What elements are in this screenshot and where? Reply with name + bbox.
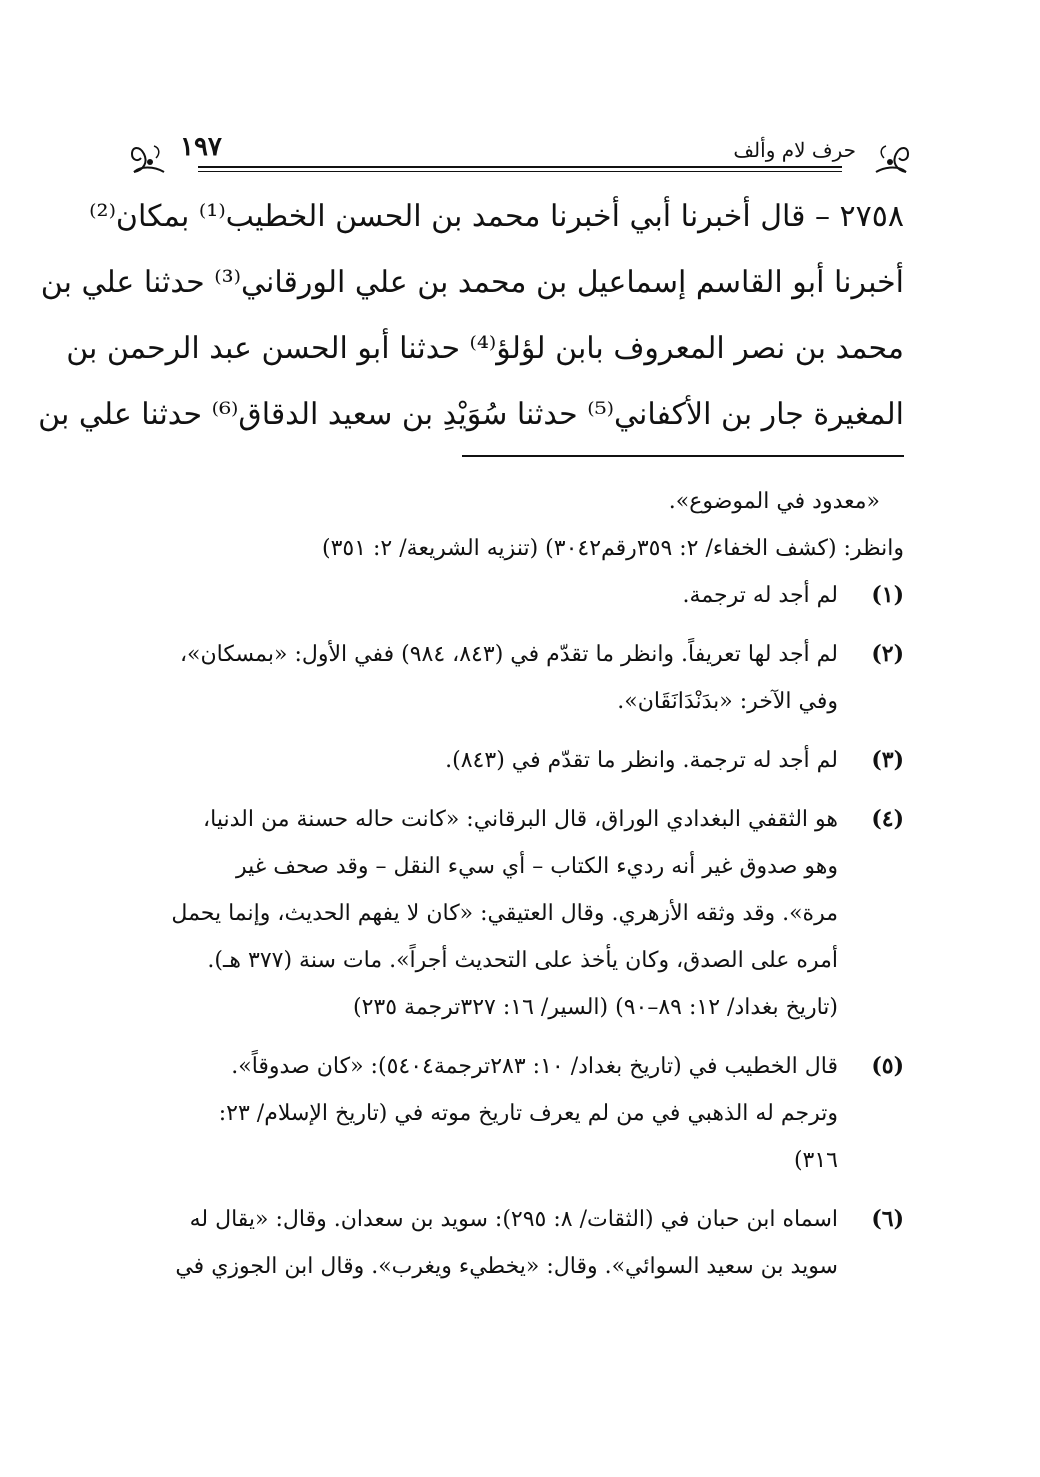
footnote-6 (132, 1196, 904, 1290)
footnote-marker: (٤) (871, 806, 904, 832)
footnote-line: اسماه ابن حبان في (الثقات/ ٨: ٢٩٥): سويد بن سعدان. وقال: «يقال له (189, 1207, 838, 1232)
footnote-divider (462, 455, 904, 457)
running-header (128, 122, 912, 178)
footnote-marker: (٦) (871, 1206, 904, 1232)
main-text-line: ٢٧٥٨ – قال أخبرنا أبي أخبرنا محمد بن الحسن الخطيب⁽¹⁾ بمكان⁽²⁾ (89, 199, 904, 234)
footnote-line: وفي الآخر: «بدَنْدَانَقَان». (617, 689, 838, 714)
footnote-4 (132, 796, 904, 1031)
footnote-line: ٣١٦) (793, 1148, 838, 1173)
footnote-marker: (٥) (871, 1053, 904, 1079)
floral-ornament-icon (128, 132, 174, 178)
footnote-continuation-line: وانظر: (كشف الخفاء/ ٢: ٣٥٩رقم٣٠٤٢) (تنزيه الشريعة/ ٢: ٣٥١) (321, 536, 904, 561)
main-text-line: محمد بن نصر المعروف بابن لؤلؤ⁽⁴⁾ حدثنا أبو الحسن عبد الرحمن بن (66, 331, 904, 366)
running-title: حرف لام وألف (733, 138, 856, 162)
footnote-marker: (٣) (871, 747, 904, 773)
header-rule-thin (198, 171, 842, 172)
footnote-line: وهو صدوق غير أنه رديء الكتاب – أي سيء النقل – وقد صحف غير (235, 854, 838, 879)
footnote-line: سويد بن سعيد السوائي». وقال: «يخطيء ويغرب». وقال ابن الجوزي في (175, 1254, 838, 1279)
footnote-line: وترجم له الذهبي في من لم يعرف تاريخ موته في (تاريخ الإسلام/ ٢٣: (218, 1101, 838, 1126)
footnote-line: مرة». وقد وثقه الأزهري. وقال العتيقي: «كان لا يفهم الحديث، وإنما يحمل (171, 901, 838, 926)
footnote-line: هو الثقفي البغدادي الوراق، قال البرقاني: «كانت حاله حسنة من الدنيا، (203, 807, 838, 832)
footnote-5 (132, 1043, 904, 1184)
footnote-marker: (٢) (871, 641, 904, 667)
footnote-line: لم أجد له ترجمة. (682, 583, 838, 608)
footnote-line: لم أجد لها تعريفاً. وانظر ما تقدّم في (٨٤٣، ٩٨٤) ففي الأول: «بمسكان»، (179, 642, 838, 667)
footnote-1 (132, 572, 904, 619)
main-text-line: المغيرة جار بن الأكفاني⁽⁵⁾ حدثنا سُوَيْدِ بن سعيد الدقاق⁽⁶⁾ حدثنا علي بن (38, 397, 904, 432)
header-rule (198, 166, 842, 168)
footnote-3 (132, 737, 904, 784)
footnote-continuation-line: «معدود في الموضوع». (668, 489, 880, 514)
page-number: ١٩٧ (180, 132, 222, 162)
main-text (38, 184, 904, 448)
floral-ornament-icon (866, 132, 912, 178)
footnote-marker: (١) (871, 582, 904, 608)
footnote-line: (تاريخ بغداد/ ١٢: ٨٩–٩٠) (السير/ ١٦: ٣٢٧ترجمة ٢٣٥) (353, 995, 838, 1020)
footnote-2 (132, 631, 904, 725)
footnotes (132, 478, 904, 1290)
main-text-line: أخبرنا أبو القاسم إسماعيل بن محمد بن علي الورقاني⁽³⁾ حدثنا علي بن (40, 265, 904, 300)
footnote-line: لم أجد له ترجمة. وانظر ما تقدّم في (٨٤٣). (445, 748, 838, 773)
footnote-line: أمره على الصدق، وكان يأخذ على التحديث أجراً». مات سنة (٣٧٧ هـ). (207, 948, 838, 973)
footnote-line: قال الخطيب في (تاريخ بغداد/ ١٠: ٢٨٣ترجمة٥٤٠٤): «كان صدوقاً». (231, 1054, 838, 1079)
